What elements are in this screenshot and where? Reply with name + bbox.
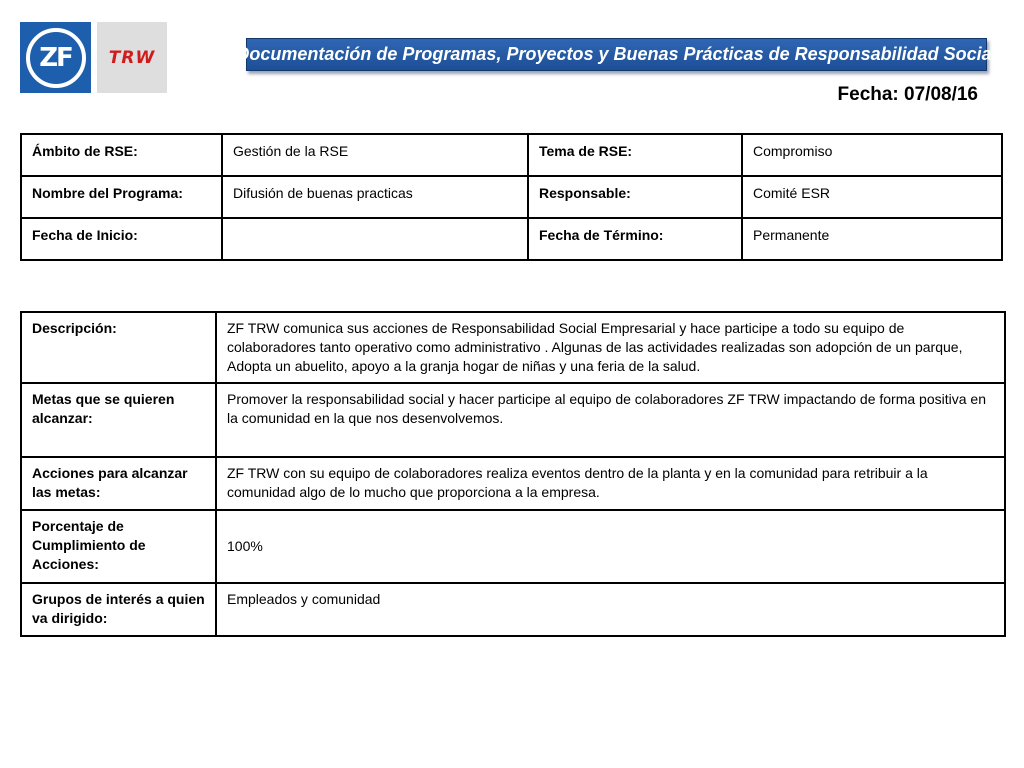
porcentaje-value: 100% <box>216 510 1005 583</box>
fecha-inicio-label: Fecha de Inicio: <box>21 218 222 260</box>
porcentaje-label: Porcentaje de Cumplimiento de Acciones: <box>21 510 216 583</box>
responsable-label: Responsable: <box>528 176 742 218</box>
responsable-value: Comité ESR <box>742 176 1002 218</box>
grupos-label: Grupos de interés a quien va dirigido: <box>21 583 216 636</box>
programa-value: Difusión de buenas practicas <box>222 176 528 218</box>
trw-logo-text: TRW <box>108 47 156 68</box>
table-row <box>21 312 1005 383</box>
metas-value: Promover la responsabilidad social y hacer participe al equipo de colaboradores ZF TRW impactando de forma positiva en la comunidad en la que nos desenvolvemos. <box>216 383 1005 457</box>
table-row <box>21 134 1002 176</box>
fecha-termino-value: Permanente <box>742 218 1002 260</box>
document-title: Documentación de Programas, Proyectos y Buenas Prácticas de Responsabilidad Social <box>236 44 997 64</box>
ambito-label: Ámbito de RSE: <box>21 134 222 176</box>
program-detail-table <box>20 311 1006 637</box>
grupos-value: Empleados y comunidad <box>216 583 1005 636</box>
zf-logo-mark: ZF <box>26 28 86 88</box>
program-info-table <box>20 133 1003 261</box>
ambito-value: Gestión de la RSE <box>222 134 528 176</box>
acciones-label: Acciones para alcanzar las metas: <box>21 457 216 510</box>
table-row <box>21 457 1005 510</box>
table-row <box>21 510 1005 583</box>
document-title-bar <box>236 38 997 71</box>
table-row <box>21 176 1002 218</box>
table-row <box>21 218 1002 260</box>
metas-label: Metas que se quieren alcanzar: <box>21 383 216 457</box>
trw-logo <box>97 22 167 93</box>
zf-logo <box>20 22 91 93</box>
acciones-value: ZF TRW con su equipo de colaboradores realiza eventos dentro de la planta y en la comunidad para retribuir a la comunidad algo de lo mucho que proporciona a la empresa. <box>216 457 1005 510</box>
descripcion-value: ZF TRW comunica sus acciones de Responsabilidad Social Empresarial y hace participe a todo su equipo de colaboradores tanto operativo como administrativo . Algunas de las actividades realizadas son adopción de un parque, Adopta un abuelito, apoyo a la granja hogar de niñas y una feria de la salud. <box>216 312 1005 383</box>
document-date: Fecha: 07/08/16 <box>837 84 978 105</box>
fecha-inicio-value <box>222 218 528 260</box>
programa-label: Nombre del Programa: <box>21 176 222 218</box>
descripcion-label: Descripción: <box>21 312 216 383</box>
tema-label: Tema de RSE: <box>528 134 742 176</box>
fecha-termino-label: Fecha de Término: <box>528 218 742 260</box>
tema-value: Compromiso <box>742 134 1002 176</box>
table-row <box>21 383 1005 457</box>
table-row <box>21 583 1005 636</box>
